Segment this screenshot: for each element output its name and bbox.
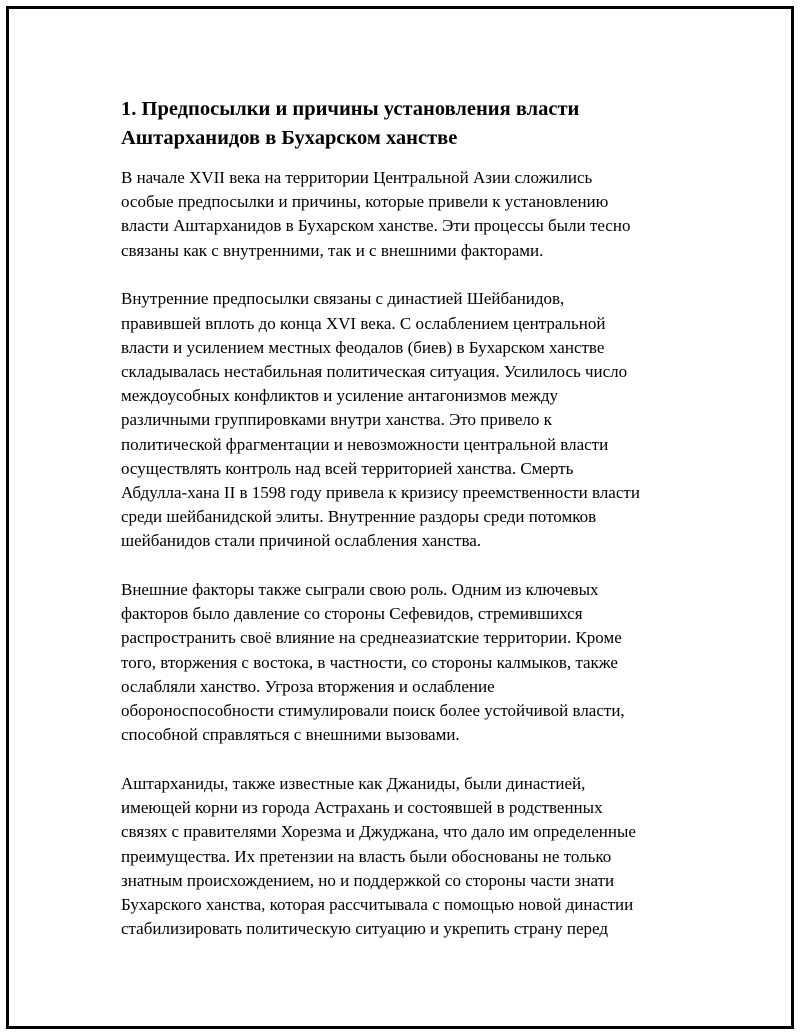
paragraph-1: [121, 166, 696, 263]
paragraph-2: [121, 287, 696, 553]
text-line: различными группировками внутри ханства. Это привело к: [121, 410, 552, 430]
text-line: стабилизировать политическую ситуацию и укрепить страну перед: [121, 919, 609, 939]
text-line: того, вторжения с востока, в частности, со стороны калмыков, также: [121, 652, 618, 672]
text-line: среди шейбанидской элиты. Внутренние раздоры среди потомков: [121, 507, 597, 527]
heading-line: 1. Предпосылки и причины установления власти: [121, 98, 580, 120]
text-line: осуществлять контроль над всей территорией ханства. Смерть: [121, 458, 574, 478]
text-line: преимущества. Их претензии на власть были обоснованы не только: [121, 846, 612, 866]
text-line: факторов было давление со стороны Сефевидов, стремившихся: [121, 604, 583, 624]
text-line: власти и усилением местных феодалов (биев) в Бухарском ханстве: [121, 337, 605, 357]
text-line: В начале XVII века на территории Центральной Азии сложились: [121, 168, 593, 187]
text-line: знатным происхождением, но и поддержкой со стороны части знати: [121, 870, 615, 890]
text-line: междоусобных конфликтов и усиление антагонизмов между: [121, 386, 558, 406]
text-line: Аштарханиды, также известные как Джаниды, были династией,: [121, 773, 586, 793]
text-line: обороноспособности стимулировали поиск более устойчивой власти,: [121, 701, 625, 721]
text-line: имеющей корни из города Астрахань и состоявшей в родственных: [121, 798, 603, 818]
heading-line: Аштарханидов в Бухарском ханстве: [121, 127, 458, 149]
text-line: шейбанидов стали причиной ослабления ханства.: [121, 531, 482, 551]
text-line: политической фрагментации и невозможности центральной власти: [121, 434, 609, 454]
text-line: способной справляться с внешними вызовами.: [121, 725, 460, 745]
text-line: правившей вплоть до конца XVI века. С ослаблением центральной: [121, 313, 606, 333]
text-line: распространить своё влияние на среднеазиатские территории. Кроме: [121, 628, 622, 648]
text-line: власти Аштарханидов в Бухарском ханстве. Эти процессы были тесно: [121, 216, 631, 236]
paragraph-4: [121, 772, 696, 941]
text-line: связях с правителями Хорезма и Джуджана, что дало им определенные: [121, 822, 636, 842]
section-heading: [121, 95, 696, 153]
page-frame: [6, 6, 794, 1029]
text-line: ослабляли ханство. Угроза вторжения и ослабление: [121, 676, 495, 696]
text-line: Бухарского ханства, которая рассчитывала с помощью новой династии: [121, 894, 634, 914]
text-line: складывалась нестабильная политическая ситуация. Усилилось число: [121, 361, 628, 381]
paragraph-3: [121, 578, 696, 747]
document-body: [121, 95, 696, 966]
text-line: Внешние факторы также сыграли свою роль. Одним из ключевых: [121, 580, 599, 600]
text-line: связаны как с внутренними, так и с внешними факторами.: [121, 240, 544, 260]
text-line: Внутренние предпосылки связаны с династией Шейбанидов,: [121, 289, 565, 309]
text-line: особые предпосылки и причины, которые привели к установлению: [121, 192, 609, 212]
text-line: Абдулла-хана II в 1598 году привела к кризису преемственности власти: [121, 482, 640, 502]
